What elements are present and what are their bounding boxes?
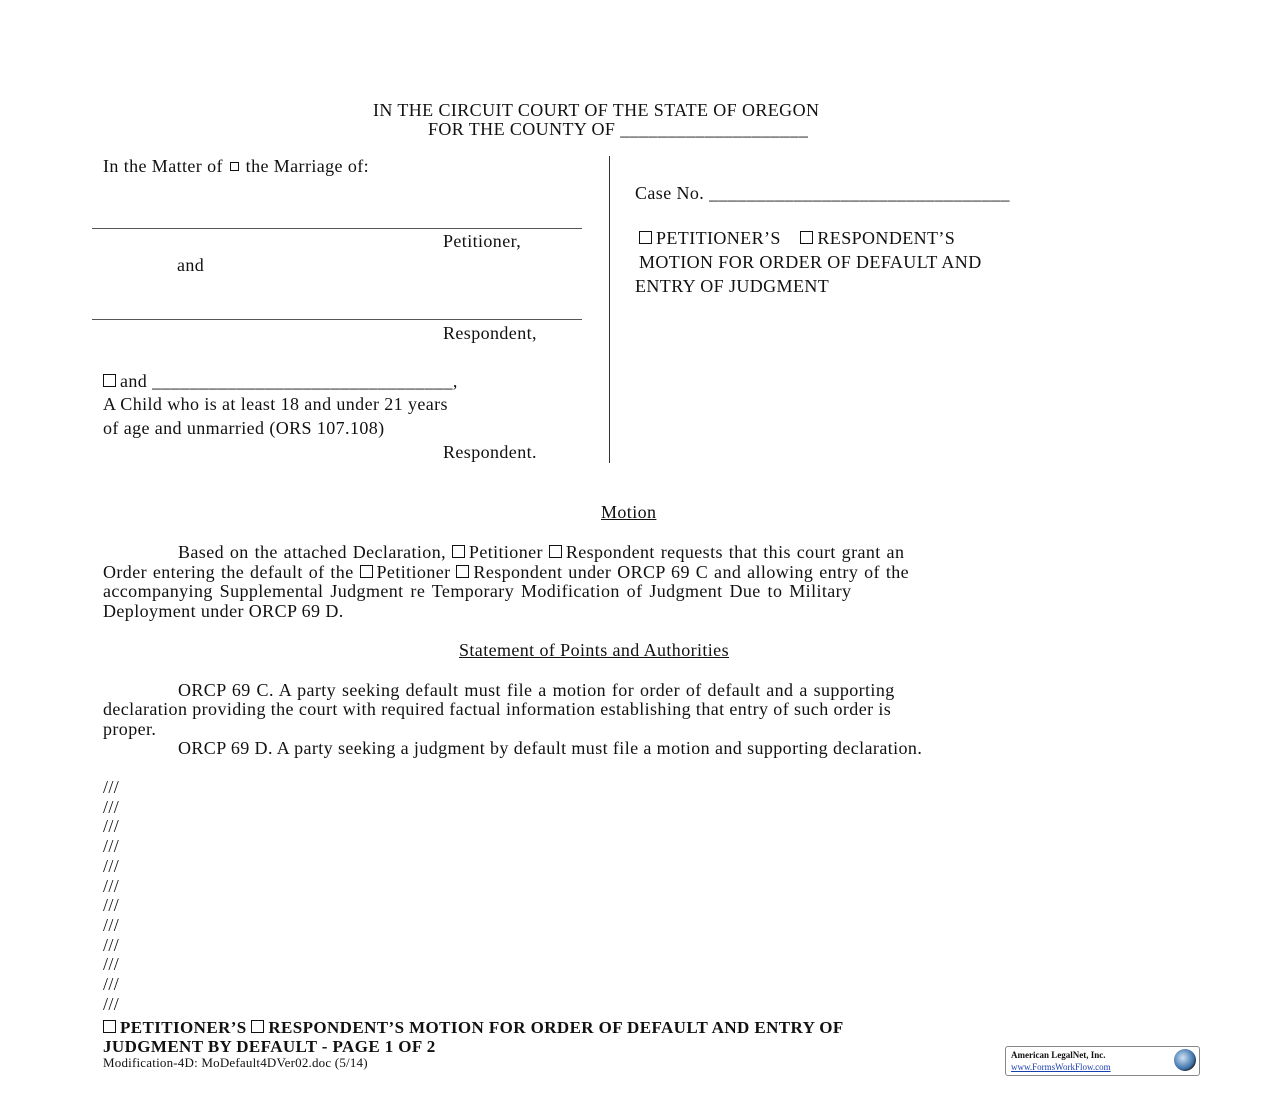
caption-divider xyxy=(609,156,610,463)
petitioner-checkbox[interactable] xyxy=(639,231,652,244)
respondent-name-line xyxy=(92,319,582,320)
child-line: and ________________________________, xyxy=(103,371,458,392)
footer-petitioner-checkbox[interactable] xyxy=(103,1020,116,1033)
default-petitioner-checkbox[interactable] xyxy=(360,565,373,578)
points-p1-line-3: proper. xyxy=(103,719,157,739)
points-heading: Statement of Points and Authorities xyxy=(459,640,729,660)
points-p2: ORCP 69 D. A party seeking a judgment by default must file a motion and supporting declaration. xyxy=(178,738,923,758)
logo-company: American LegalNet, Inc. xyxy=(1011,1050,1106,1060)
points-p1-line-2: declaration providing the court with required factual information establishing that entry of such order is xyxy=(103,699,892,719)
petitioner-label: Petitioner, xyxy=(443,231,522,251)
respondent2-label: Respondent. xyxy=(443,442,537,462)
child-desc-1: A Child who is at least 18 and under 21 years xyxy=(103,394,448,414)
matter-line: In the Matter of the Marriage of: xyxy=(103,156,370,176)
child-desc-2: of age and unmarried (ORS 107.108) xyxy=(103,418,385,438)
title-line-2: MOTION FOR ORDER OF DEFAULT AND xyxy=(639,252,982,272)
motion-heading: Motion xyxy=(601,502,657,522)
footer-title-1: PETITIONER’S RESPONDENT’S MOTION FOR ORDER OF DEFAULT AND ENTRY OF xyxy=(103,1018,844,1038)
and-label: and xyxy=(177,255,205,275)
title-line-3: ENTRY OF JUDGMENT xyxy=(635,276,830,296)
footer-title-2: JUDGMENT BY DEFAULT - PAGE 1 OF 2 xyxy=(103,1037,436,1056)
court-title: IN THE CIRCUIT COURT OF THE STATE OF OREGON xyxy=(373,100,820,120)
motion-petitioner-checkbox[interactable] xyxy=(452,545,465,558)
county-line: FOR THE COUNTY OF ____________________ xyxy=(428,119,809,139)
points-p1-line-1: ORCP 69 C. A party seeking default must file a motion for order of default and a supporting xyxy=(178,680,895,700)
motion-line-1: Based on the attached Declaration, Petitioner Respondent requests that this court grant an xyxy=(178,542,905,562)
motion-line-4: Deployment under ORCP 69 D. xyxy=(103,601,344,621)
motion-respondent-checkbox[interactable] xyxy=(549,545,562,558)
logo-url[interactable]: www.FormsWorkFlow.com xyxy=(1011,1062,1111,1072)
continuation-marks: /// /// /// /// /// /// /// /// /// /// /// /// xyxy=(103,777,120,1014)
globe-icon xyxy=(1174,1049,1196,1071)
motion-line-3: accompanying Supplemental Judgment re Temporary Modification of Judgment Due to Military xyxy=(103,581,852,601)
footer-respondent-checkbox[interactable] xyxy=(251,1020,264,1033)
legalnet-logo[interactable] xyxy=(1005,1046,1200,1076)
footer-doc-id: Modification-4D: MoDefault4DVer02.doc (5/14) xyxy=(103,1055,368,1070)
marriage-checkbox[interactable] xyxy=(230,162,239,171)
respondent-checkbox[interactable] xyxy=(800,231,813,244)
default-respondent-checkbox[interactable] xyxy=(456,565,469,578)
respondent-label: Respondent, xyxy=(443,323,537,343)
motion-line-2: Order entering the default of the Petitioner Respondent under ORCP 69 C and allowing entry of the xyxy=(103,562,910,582)
child-checkbox[interactable] xyxy=(103,374,116,387)
title-line-1: PETITIONER’S RESPONDENT’S xyxy=(639,228,955,249)
case-number: Case No. ________________________________ xyxy=(635,183,1010,203)
petitioner-name-line xyxy=(92,228,582,229)
